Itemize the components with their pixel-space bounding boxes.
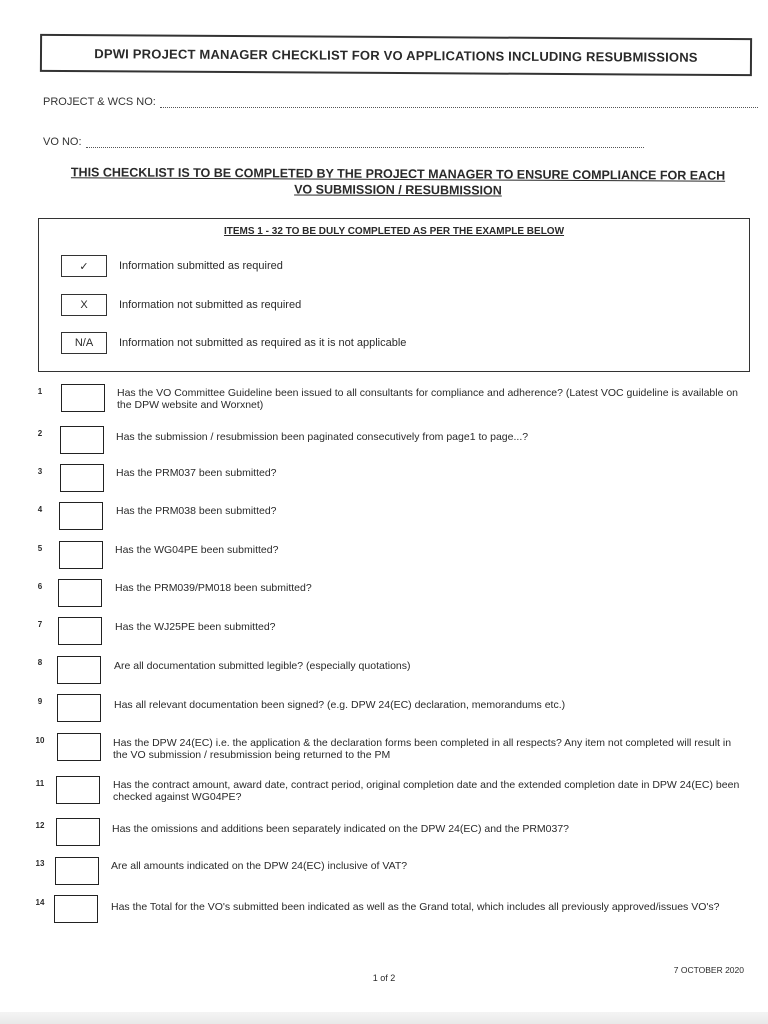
- item-question: Has the WG04PE been submitted?: [115, 544, 279, 556]
- item-checkbox[interactable]: [57, 694, 101, 722]
- item-question: Has the PRM039/PM018 been submitted?: [115, 582, 312, 594]
- item-number: 3: [37, 467, 43, 476]
- vo-number-label: VO NO:: [43, 136, 82, 148]
- item-question: Has the PRM038 been submitted?: [116, 505, 277, 517]
- legend-row-na: [61, 332, 406, 354]
- vo-number-field: [43, 136, 644, 148]
- item-number: 1: [37, 387, 43, 396]
- item-question: Has the omissions and additions been separately indicated on the DPW 24(EC) and the PRM037?: [112, 823, 570, 835]
- item-number: 13: [35, 859, 45, 868]
- item-number: 11: [35, 779, 45, 788]
- project-wcs-label: PROJECT & WCS NO:: [43, 96, 156, 108]
- item-question: Has the DPW 24(EC) i.e. the application & the declaration forms been completed in all respects? Any item not completed will result in the VO submission / resubmission being returned to the PM: [113, 737, 732, 761]
- item-checkbox[interactable]: [56, 818, 100, 846]
- item-question: Has the WJ25PE been submitted?: [115, 621, 276, 633]
- item-checkbox[interactable]: [59, 502, 103, 530]
- instruction-heading: [50, 164, 746, 200]
- item-checkbox[interactable]: [58, 579, 102, 607]
- item-number: 14: [35, 898, 45, 907]
- legend-text-tick: Information submitted as required: [119, 260, 283, 272]
- project-wcs-field: [43, 96, 758, 108]
- legend-text-na: Information not submitted as required as it is not applicable: [119, 337, 407, 349]
- item-checkbox[interactable]: [55, 857, 99, 885]
- tick-mark-box: ✓: [61, 255, 107, 277]
- instruction-line-2: VO SUBMISSION / RESUBMISSION: [294, 182, 502, 198]
- item-question: Has the PRM037 been submitted?: [116, 467, 277, 479]
- item-question: Are all documentation submitted legible? (especially quotations): [114, 660, 411, 672]
- item-question: Has all relevant documentation been signed? (e.g. DPW 24(EC) declaration, memorandums etc.): [114, 699, 566, 711]
- item-number: 9: [37, 697, 43, 706]
- legend-row-cross: [61, 294, 301, 316]
- scan-edge: [0, 1012, 768, 1024]
- item-question: Has the VO Committee Guideline been issued to all consultants for compliance and adherence? (Latest VOC guideline is available on the DPW website and Worxnet): [117, 387, 739, 411]
- item-checkbox[interactable]: [60, 464, 104, 492]
- item-number: 6: [37, 582, 43, 591]
- item-checkbox[interactable]: [54, 895, 98, 923]
- item-question: Has the submission / resubmission been paginated consecutively from page1 to page...?: [116, 431, 529, 443]
- project-wcs-entry[interactable]: [160, 98, 758, 108]
- legend-heading: ITEMS 1 - 32 TO BE DULY COMPLETED AS PER THE EXAMPLE BELOW: [223, 226, 565, 237]
- cross-mark-box: X: [61, 294, 107, 316]
- item-number: 7: [37, 620, 43, 629]
- item-checkbox[interactable]: [61, 384, 105, 412]
- legend-text-cross: Information not submitted as required: [119, 299, 302, 311]
- item-checkbox[interactable]: [57, 733, 101, 761]
- item-checkbox[interactable]: [57, 656, 101, 684]
- item-checkbox[interactable]: [60, 426, 104, 454]
- item-number: 5: [37, 544, 43, 553]
- item-checkbox[interactable]: [58, 617, 102, 645]
- item-checkbox[interactable]: [59, 541, 103, 569]
- vo-number-entry[interactable]: [86, 138, 644, 148]
- item-number: 10: [35, 736, 45, 745]
- item-number: 8: [37, 658, 43, 667]
- item-number: 4: [37, 505, 43, 514]
- na-mark-box: N/A: [61, 332, 107, 354]
- revision-date: 7 OCTOBER 2020: [673, 965, 744, 975]
- document-title: DPWI PROJECT MANAGER CHECKLIST FOR VO APPLICATIONS INCLUDING RESUBMISSIONS: [40, 34, 752, 76]
- item-number: 2: [37, 429, 43, 438]
- item-question: Has the contract amount, award date, contract period, original completion date and the extended completion date in DPW 24(EC) been checked against WG04PE?: [113, 779, 740, 803]
- item-checkbox[interactable]: [56, 776, 100, 804]
- page-number: 1 of 2: [372, 973, 396, 983]
- item-number: 12: [35, 821, 45, 830]
- item-question: Are all amounts indicated on the DPW 24(EC) inclusive of VAT?: [111, 860, 408, 872]
- legend-row-tick: [61, 255, 283, 277]
- item-question: Has the Total for the VO's submitted been indicated as well as the Grand total, which includes all previously approved/issues VO's?: [111, 901, 720, 913]
- instruction-line-1: THIS CHECKLIST IS TO BE COMPLETED BY THE PROJECT MANAGER TO ENSURE COMPLIANCE FOR EACH: [70, 165, 726, 183]
- legend-box: [38, 218, 750, 372]
